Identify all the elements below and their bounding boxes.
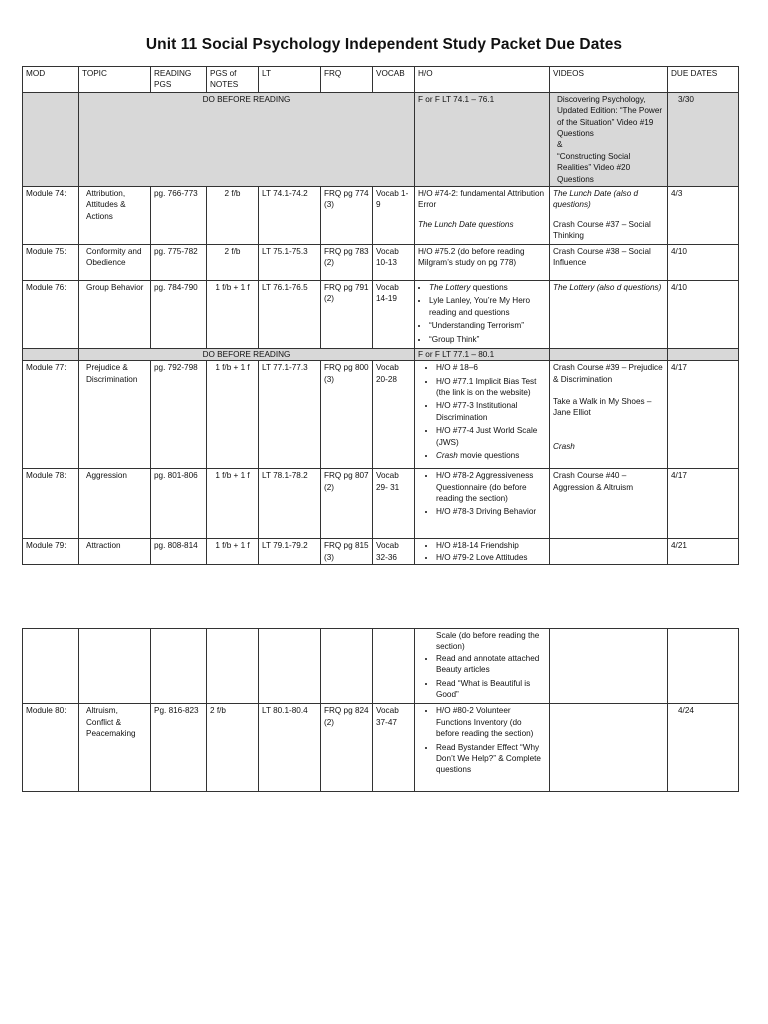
do-before-reading-label: DO BEFORE READING — [79, 92, 415, 186]
list-item: • Read and annotate attached Beauty articles — [436, 653, 546, 676]
list-item: • H/O #18-14 Friendship — [436, 540, 546, 551]
do-before-reading-label: DO BEFORE READING — [79, 349, 415, 361]
table-row: Scale (do before reading the section) • Read and annotate attached Beauty articles • Read “What is Beautiful is Good” — [23, 629, 739, 704]
page-title: Unit 11 Social Psychology Independent Study Packet Due Dates — [145, 36, 623, 53]
header-topic: TOPIC — [79, 67, 151, 93]
list-item: • “Group Think” — [429, 334, 546, 345]
table-row: Module 77: Prejudice & Discrimination pg. 792-798 1 f/b + 1 f LT 77.1-77.3 FRQ pg 800 (3) Vocab 20-28 • H/O # 18–6 • H/O #77.1 Implicit Bias Test (the link is on the website) • H/O #77-3 Institutional Discrimination • H/O #77-4 Just World Scale (JWS) • Crash movie questions Crash Course #39 – Prejudice & Discrimination Take a Walk in My Shoes – Jane Elliot Crash 4/17 — [23, 361, 739, 469]
list-item: • H/O #80-2 Volunteer Functions Inventory (do before reading the section) — [436, 705, 546, 739]
header-frq: FRQ — [321, 67, 373, 93]
header-ho: H/O — [415, 67, 550, 93]
table-row: Module 74: Attribution, Attitudes & Actions pg. 766-773 2 f/b LT 74.1-74.2 FRQ pg 774 (3) Vocab 1-9 H/O #74-2: fundamental Attribution Error The Lunch Date questions The Lunch Date (also d questions) Crash Course #37 – Social Thinking 4/3 — [23, 187, 739, 245]
section-ho: F or F LT 74.1 – 76.1 — [415, 92, 550, 186]
header-mod: MOD — [23, 67, 79, 93]
section-ho: F or F LT 77.1 – 80.1 — [415, 349, 550, 361]
section-row — [23, 92, 739, 186]
list-item: • Lyle Lanley, You’re My Hero reading and questions — [429, 295, 546, 318]
section-due: 3/30 — [668, 92, 739, 186]
section-row — [23, 349, 739, 361]
header-reading: READING PGS — [151, 67, 207, 93]
list-item: • Crash movie questions — [436, 450, 546, 461]
list-item: • H/O #77.1 Implicit Bias Test (the link is on the website) — [436, 376, 546, 399]
table-row: Module 78: Aggression pg. 801-806 1 f/b + 1 f LT 78.1-78.2 FRQ pg 807 (2) Vocab 29- 31 • H/O #78-2 Aggressiveness Questionnaire (do before reading the section) • H/O #78-3 Driving Behavior Crash Course #40 – Aggression & Altruism 4/17 — [23, 469, 739, 539]
table-row: Module 80: Altruism, Conflict & Peacemaking Pg. 816-823 2 f/b LT 80.1-80.4 FRQ pg 824 (2) Vocab 37-47 • H/O #80-2 Volunteer Functions Inventory (do before reading the section) • Read Bystander Effect “Why Don’t We Help?” & Complete questions 4/24 — [23, 704, 739, 792]
list-item: • H/O #77-3 Institutional Discrimination — [436, 400, 546, 423]
list-item: • Read Bystander Effect “Why Don’t We Help?” & Complete questions — [436, 742, 546, 776]
due-dates-table — [22, 66, 739, 565]
list-item: • H/O #78-3 Driving Behavior — [436, 506, 546, 517]
header-due: DUE DATES — [668, 67, 739, 93]
header-notes: PGS of NOTES — [207, 67, 259, 93]
table-row: Module 76: Group Behavior pg. 784-790 1 f/b + 1 f LT 76.1-76.5 FRQ pg 791 (2) Vocab 14-19 • The Lottery questions • Lyle Lanley, You’re My Hero reading and questions • “Understanding Terrorism” • “Group Think” The Lottery (also d questions) 4/10 — [23, 281, 739, 349]
table-row: Module 75: Conformity and Obedience pg. 775-782 2 f/b LT 75.1-75.3 FRQ pg 783 (2) Vocab 10-13 H/O #75.2 (do before reading Milgram’s study on pg 778) Crash Course #38 – Social Influence 4/10 — [23, 245, 739, 281]
header-lt: LT — [259, 67, 321, 93]
header-videos: VIDEOS — [550, 67, 668, 93]
table-row: Module 79: Attraction pg. 808-814 1 f/b + 1 f LT 79.1-79.2 FRQ pg 815 (3) Vocab 32-36 • H/O #18-14 Friendship • H/O #79-2 Love Attitudes 4/21 — [23, 539, 739, 565]
list-item: • Read “What is Beautiful is Good” — [436, 678, 546, 701]
continued-table — [22, 628, 739, 792]
list-item: • H/O #77-4 Just World Scale (JWS) — [436, 425, 546, 448]
section-videos: Discovering Psychology, Updated Edition: “The Power of the Situation” Video #19 Questions & “Constructing Social Realities” Video #20 Questions — [550, 92, 668, 186]
header-vocab: VOCAB — [373, 67, 415, 93]
list-item: • H/O # 18–6 — [436, 362, 546, 373]
header-row — [23, 67, 739, 93]
list-item: • The Lottery questions — [429, 282, 546, 293]
list-item: • “Understanding Terrorism” — [429, 320, 546, 331]
list-item: • H/O #78-2 Aggressiveness Questionnaire (do before reading the section) — [436, 470, 546, 504]
list-item: • H/O #79-2 Love Attitudes — [436, 552, 546, 563]
